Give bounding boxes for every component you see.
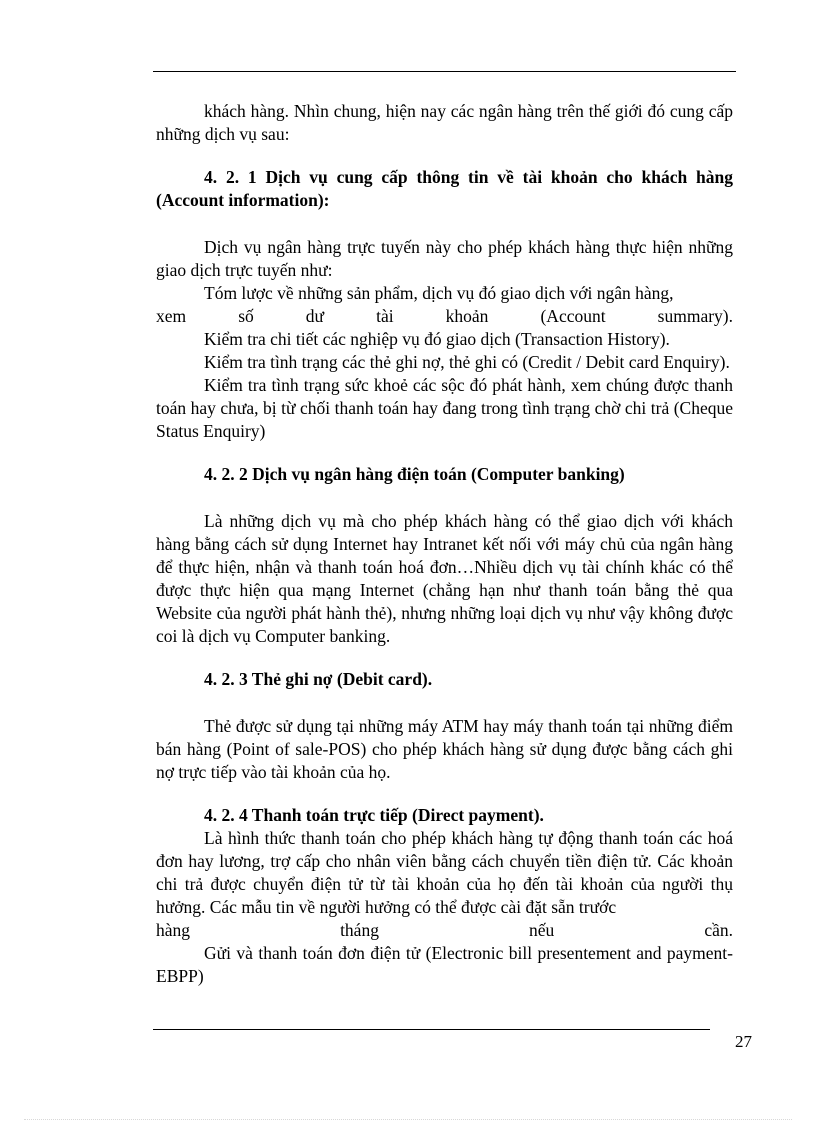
paragraph: hàng tháng nếu cần. [156,920,733,940]
paragraph: Dịch vụ ngân hàng trực tuyến này cho phép khách hàng thực hiện những giao dịch trực tuyến như: [156,237,733,280]
paragraph: Là hình thức thanh toán cho phép khách hàng tự động thanh toán các hoá đơn hay lương, trợ cấp cho nhân viên bằng cách chuyển tiền điện tử. Các khoản chi trả được chuyển điện tử từ tài khoản của họ đến tài khoản của người thụ hưởng. Các mẫu tin về người hưởng có thể được cài đặt sẵn trước [156,828,733,917]
paragraph: Kiểm tra tình trạng các thẻ ghi nợ, thẻ ghi có (Credit / Debit card Enquiry). [204,352,730,372]
section-heading-direct-payment: 4. 2. 4 Thanh toán trực tiếp (Direct payment). [204,805,544,825]
footer-rule [153,1029,710,1030]
header-rule [153,71,736,72]
paragraph: Kiểm tra chi tiết các nghiệp vụ đó giao dịch (Transaction History). [204,329,670,349]
paragraph: Kiểm tra tình trạng sức khoẻ các sộc đó phát hành, xem chúng được thanh toán hay chưa, bị từ chối thanh toán hay đang trong tình trạng chờ chi trả (Cheque Status Enquiry) [156,375,733,441]
section-heading-debit-card: 4. 2. 3 Thẻ ghi nợ (Debit card). [204,669,433,689]
section-heading-computer-banking: 4. 2. 2 Dịch vụ ngân hàng điện toán (Computer banking) [204,464,625,484]
paragraph: Gửi và thanh toán đơn điện tử (Electronic bill presentement and payment-EBPP) [156,943,733,986]
intro-paragraph: khách hàng. Nhìn chung, hiện nay các ngân hàng trên thế giới đó cung cấp những dịch vụ sau: [156,101,733,144]
page-number: 27 [735,1032,752,1051]
paragraph: Là những dịch vụ mà cho phép khách hàng có thể giao dịch với khách hàng bằng cách sử dụng Internet hay Intranet kết nối với máy chủ của ngân hàng để thực hiện, nhận và thanh toán hoá đơn…Nhiều dịch vụ tài chính khác có thể được thực hiện qua mạng Internet (chẳng hạn như thanh toán bằng thẻ qua Website của người phát hành thẻ), nhưng những loại dịch vụ như vậy không được coi là dịch vụ Computer banking. [156,511,733,646]
paragraph: xem số dư tài khoản (Account summary). [156,306,733,326]
page-body [156,100,733,988]
section-heading-account-information: 4. 2. 1 Dịch vụ cung cấp thông tin về tài khoản cho khách hàng (Account information): [156,167,733,210]
page-edge-divider [24,1119,792,1120]
paragraph: Thẻ được sử dụng tại những máy ATM hay máy thanh toán tại những điểm bán hàng (Point of sale-POS) cho phép khách hàng sử dụng được bằng cách ghi nợ trực tiếp vào tài khoản của họ. [156,716,733,782]
paragraph: Tóm lược về những sản phẩm, dịch vụ đó giao dịch với ngân hàng, [204,283,674,303]
